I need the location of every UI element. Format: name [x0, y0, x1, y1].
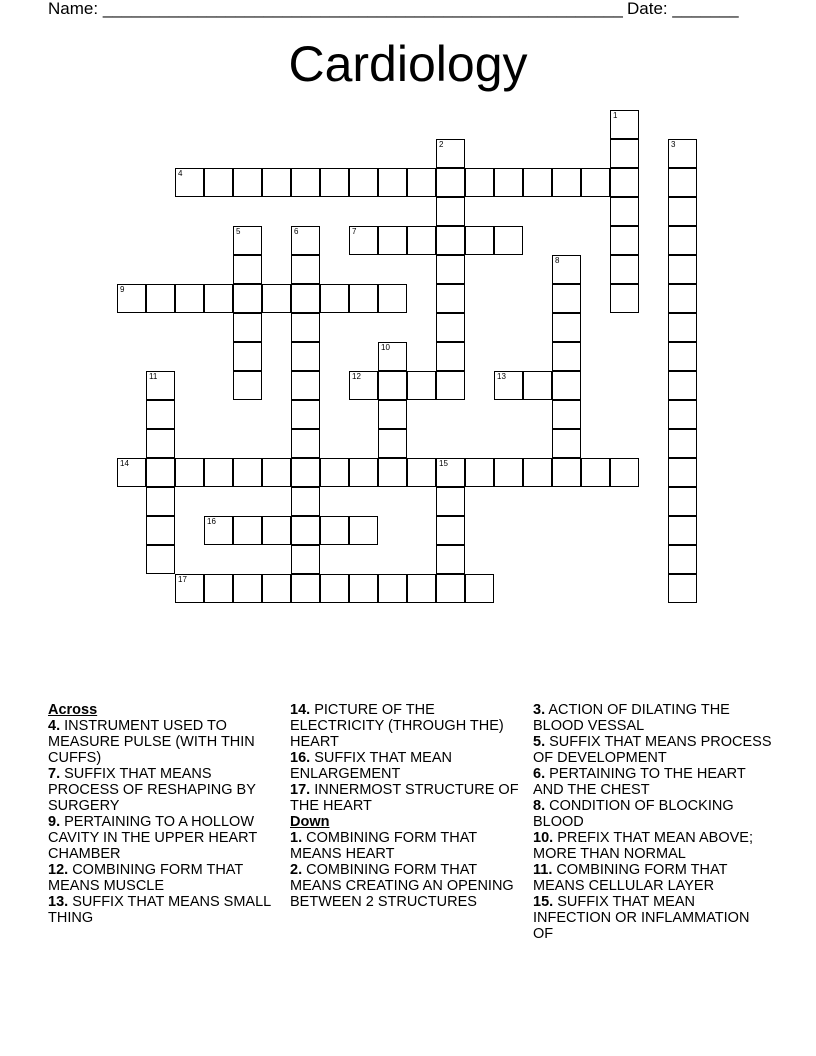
grid-cell[interactable]	[581, 168, 610, 197]
clue-number-label: 13	[497, 372, 506, 381]
clue-item	[533, 702, 773, 734]
grid-cell[interactable]	[552, 284, 581, 313]
grid-cell[interactable]	[291, 545, 320, 574]
clue-list-across-1	[48, 718, 286, 926]
grid-cell[interactable]	[610, 255, 639, 284]
grid-cell[interactable]	[610, 168, 639, 197]
grid-cell[interactable]	[436, 313, 465, 342]
clue-item	[533, 894, 773, 942]
clue-text: PREFIX THAT MEAN ABOVE; MORE THAN NORMAL	[533, 830, 753, 862]
grid-cell[interactable]	[291, 429, 320, 458]
clue-text: COMBINING FORM THAT MEANS CELLULAR LAYER	[533, 862, 728, 894]
clue-text: INSTRUMENT USED TO MEASURE PULSE (WITH THIN CUFFS)	[48, 718, 255, 766]
grid-cell[interactable]	[668, 255, 697, 284]
grid-cell[interactable]	[204, 168, 233, 197]
clue-text: COMBINING FORM THAT MEANS HEART	[290, 830, 477, 862]
grid-cell[interactable]	[668, 168, 697, 197]
grid-cell[interactable]	[494, 226, 523, 255]
grid-cell[interactable]	[146, 545, 175, 574]
grid-cell[interactable]	[262, 284, 291, 313]
grid-cell[interactable]	[465, 168, 494, 197]
clue-text: COMBINING FORM THAT MEANS MUSCLE	[48, 862, 243, 894]
clue-text: SUFFIX THAT MEANS SMALL THING	[48, 894, 271, 926]
clue-number: 8.	[533, 798, 546, 814]
grid-cell[interactable]	[610, 458, 639, 487]
clue-list-down-2	[533, 702, 773, 942]
grid-cell[interactable]	[552, 458, 581, 487]
clue-item	[533, 862, 773, 894]
grid-cell[interactable]	[233, 284, 262, 313]
clue-number: 7.	[48, 766, 61, 782]
grid-cell[interactable]	[407, 371, 436, 400]
clue-number: 11.	[533, 862, 553, 878]
grid-cell[interactable]	[668, 226, 697, 255]
grid-cell[interactable]	[117, 284, 146, 313]
grid-cell[interactable]	[668, 516, 697, 545]
grid-cell[interactable]	[436, 255, 465, 284]
grid-cell[interactable]	[378, 429, 407, 458]
grid-cell[interactable]	[436, 458, 465, 487]
clue-number: 3.	[533, 702, 546, 718]
grid-cell[interactable]	[610, 197, 639, 226]
grid-cell[interactable]	[436, 226, 465, 255]
clue-number-label: 16	[207, 517, 216, 526]
grid-cell[interactable]	[668, 139, 697, 168]
grid-cell[interactable]	[233, 342, 262, 371]
grid-cell[interactable]	[378, 458, 407, 487]
grid-cell[interactable]	[552, 255, 581, 284]
grid-cell[interactable]	[668, 429, 697, 458]
grid-cell[interactable]	[146, 429, 175, 458]
clue-list-across-2	[290, 702, 522, 814]
grid-cell[interactable]	[175, 284, 204, 313]
grid-cell[interactable]	[146, 371, 175, 400]
grid-cell[interactable]	[291, 574, 320, 603]
grid-cell[interactable]	[204, 458, 233, 487]
clue-text: PERTAINING TO A HOLLOW CAVITY IN THE UPPER HEART CHAMBER	[48, 814, 257, 862]
grid-cell[interactable]	[233, 458, 262, 487]
grid-cell[interactable]	[291, 313, 320, 342]
clue-number-label: 11	[149, 372, 158, 381]
grid-cell[interactable]	[552, 313, 581, 342]
grid-cell[interactable]	[378, 168, 407, 197]
name-blank[interactable]: _______________________________________________________	[102, 0, 623, 18]
clue-number-label: 3	[671, 140, 676, 149]
grid-cell[interactable]	[610, 226, 639, 255]
clue-number: 12.	[48, 862, 69, 878]
clue-item	[290, 862, 522, 910]
grid-cell[interactable]	[146, 516, 175, 545]
grid-cell[interactable]	[523, 458, 552, 487]
grid-cell[interactable]	[291, 168, 320, 197]
grid-cell[interactable]	[378, 284, 407, 313]
grid-cell[interactable]	[175, 168, 204, 197]
grid-cell[interactable]	[233, 371, 262, 400]
grid-cell[interactable]	[204, 574, 233, 603]
grid-cell[interactable]	[291, 371, 320, 400]
grid-cell[interactable]	[668, 342, 697, 371]
clue-text: CONDITION OF BLOCKING BLOOD	[533, 798, 734, 830]
grid-cell[interactable]	[233, 255, 262, 284]
grid-cell[interactable]	[407, 574, 436, 603]
grid-cell[interactable]	[552, 400, 581, 429]
grid-cell[interactable]	[378, 371, 407, 400]
grid-cell[interactable]	[146, 458, 175, 487]
clue-number: 15.	[533, 894, 554, 910]
clue-number-label: 8	[555, 256, 560, 265]
date-blank[interactable]: _______	[672, 0, 739, 18]
clue-text: SUFFIX THAT MEANS PROCESS OF DEVELOPMENT	[533, 734, 772, 766]
name-label: Name:	[48, 0, 99, 18]
grid-cell[interactable]	[291, 226, 320, 255]
clue-text: PICTURE OF THE ELECTRICITY (THROUGH THE) HEART	[290, 702, 504, 750]
grid-cell[interactable]	[610, 284, 639, 313]
clue-number: 6.	[533, 766, 546, 782]
grid-cell[interactable]	[320, 458, 349, 487]
clue-number-label: 10	[381, 343, 390, 352]
clue-number-label: 2	[439, 140, 444, 149]
grid-cell[interactable]	[465, 226, 494, 255]
grid-cell[interactable]	[494, 371, 523, 400]
grid-cell[interactable]	[146, 487, 175, 516]
grid-cell[interactable]	[233, 168, 262, 197]
grid-cell[interactable]	[436, 284, 465, 313]
grid-cell[interactable]	[436, 371, 465, 400]
clue-number-label: 7	[352, 227, 357, 236]
grid-cell[interactable]	[204, 284, 233, 313]
grid-cell[interactable]	[378, 400, 407, 429]
grid-cell[interactable]	[117, 458, 146, 487]
grid-cell[interactable]	[668, 197, 697, 226]
grid-cell[interactable]	[407, 226, 436, 255]
grid-cell[interactable]	[349, 168, 378, 197]
grid-cell[interactable]	[465, 574, 494, 603]
grid-cell[interactable]	[465, 458, 494, 487]
clue-item	[48, 814, 286, 862]
clue-item	[48, 894, 286, 926]
grid-cell[interactable]	[349, 458, 378, 487]
grid-cell[interactable]	[436, 487, 465, 516]
clue-item	[533, 734, 773, 766]
grid-cell[interactable]	[494, 168, 523, 197]
grid-cell[interactable]	[349, 226, 378, 255]
down-heading: Down	[290, 814, 330, 830]
grid-cell[interactable]	[407, 168, 436, 197]
clue-number-label: 5	[236, 227, 241, 236]
across-heading: Across	[48, 702, 98, 718]
clue-item	[290, 830, 522, 862]
clue-column-1	[48, 702, 286, 926]
grid-cell[interactable]	[175, 574, 204, 603]
clue-item	[48, 766, 286, 814]
grid-cell[interactable]	[378, 574, 407, 603]
clue-text: PERTAINING TO THE HEART AND THE CHEST	[533, 766, 746, 798]
clue-number-label: 6	[294, 227, 299, 236]
grid-cell[interactable]	[320, 168, 349, 197]
clue-number: 17.	[290, 782, 311, 798]
clue-number: 14.	[290, 702, 311, 718]
clue-text: ACTION OF DILATING THE BLOOD VESSAL	[533, 702, 730, 734]
grid-cell[interactable]	[291, 516, 320, 545]
grid-cell[interactable]	[291, 487, 320, 516]
clue-item	[533, 830, 773, 862]
grid-cell[interactable]	[494, 458, 523, 487]
clue-item	[290, 750, 522, 782]
clue-number-label: 15	[439, 459, 448, 468]
grid-cell[interactable]	[204, 516, 233, 545]
grid-cell[interactable]	[378, 226, 407, 255]
grid-cell[interactable]	[349, 371, 378, 400]
grid-cell[interactable]	[233, 313, 262, 342]
grid-cell[interactable]	[291, 458, 320, 487]
grid-cell[interactable]	[349, 516, 378, 545]
grid-cell[interactable]	[668, 574, 697, 603]
clue-text: SUFFIX THAT MEAN ENLARGEMENT	[290, 750, 452, 782]
grid-cell[interactable]	[436, 516, 465, 545]
grid-cell[interactable]	[668, 284, 697, 313]
date-label: Date:	[627, 0, 668, 18]
grid-cell[interactable]	[552, 168, 581, 197]
grid-cell[interactable]	[175, 458, 204, 487]
grid-cell[interactable]	[523, 168, 552, 197]
clue-list-down-1	[290, 830, 522, 910]
grid-cell[interactable]	[668, 458, 697, 487]
clue-text: SUFFIX THAT MEAN INFECTION OR INFLAMMATION OF	[533, 894, 750, 942]
grid-cell[interactable]	[552, 371, 581, 400]
grid-cell[interactable]	[552, 429, 581, 458]
clue-number-label: 9	[120, 285, 125, 294]
clue-column-3	[533, 702, 773, 942]
clue-text: COMBINING FORM THAT MEANS CREATING AN OPENING BETWEEN 2 STRUCTURES	[290, 862, 514, 910]
grid-cell[interactable]	[262, 458, 291, 487]
clue-text: SUFFIX THAT MEANS PROCESS OF RESHAPING BY SURGERY	[48, 766, 256, 814]
grid-cell[interactable]	[233, 226, 262, 255]
clue-number: 4.	[48, 718, 61, 734]
grid-cell[interactable]	[233, 516, 262, 545]
clue-number-label: 1	[613, 111, 618, 120]
grid-cell[interactable]	[233, 574, 262, 603]
grid-cell[interactable]	[146, 400, 175, 429]
clue-item	[48, 718, 286, 766]
grid-cell[interactable]	[349, 284, 378, 313]
clue-text: INNERMOST STRUCTURE OF THE HEART	[290, 782, 519, 814]
grid-cell[interactable]	[407, 458, 436, 487]
clue-number: 10.	[533, 830, 554, 846]
grid-cell[interactable]	[668, 371, 697, 400]
grid-cell[interactable]	[349, 574, 378, 603]
clue-number-label: 17	[178, 575, 187, 584]
clue-item	[48, 862, 286, 894]
grid-cell[interactable]	[320, 516, 349, 545]
grid-cell[interactable]	[668, 487, 697, 516]
grid-cell[interactable]	[262, 168, 291, 197]
clue-item	[533, 798, 773, 830]
grid-cell[interactable]	[610, 139, 639, 168]
clue-number: 1.	[290, 830, 303, 846]
grid-cell[interactable]	[668, 545, 697, 574]
grid-cell[interactable]	[291, 255, 320, 284]
grid-cell[interactable]	[436, 574, 465, 603]
grid-cell[interactable]	[436, 545, 465, 574]
grid-cell[interactable]	[146, 284, 175, 313]
clue-number: 16.	[290, 750, 311, 766]
grid-cell[interactable]	[291, 284, 320, 313]
grid-cell[interactable]	[668, 400, 697, 429]
grid-cell[interactable]	[436, 139, 465, 168]
clue-number-label: 12	[352, 372, 361, 381]
grid-cell[interactable]	[523, 371, 552, 400]
grid-cell[interactable]	[262, 516, 291, 545]
clue-number: 13.	[48, 894, 69, 910]
clue-item	[533, 766, 773, 798]
clue-column-2	[290, 702, 522, 910]
clue-number: 5.	[533, 734, 546, 750]
grid-cell[interactable]	[436, 168, 465, 197]
clue-number: 9.	[48, 814, 61, 830]
grid-cell[interactable]	[291, 400, 320, 429]
grid-cell[interactable]	[610, 110, 639, 139]
grid-cell[interactable]	[320, 574, 349, 603]
grid-cell[interactable]	[378, 342, 407, 371]
clue-item	[290, 782, 522, 814]
grid-cell[interactable]	[552, 342, 581, 371]
grid-cell[interactable]	[320, 284, 349, 313]
clue-item	[290, 702, 522, 750]
grid-cell[interactable]	[262, 574, 291, 603]
page-title: Cardiology	[288, 36, 528, 92]
clue-number-label: 4	[178, 169, 183, 178]
grid-cell[interactable]	[436, 197, 465, 226]
grid-cell[interactable]	[436, 342, 465, 371]
grid-cell[interactable]	[291, 342, 320, 371]
grid-cell[interactable]	[581, 458, 610, 487]
clue-number-label: 14	[120, 459, 129, 468]
clue-number: 2.	[290, 862, 303, 878]
grid-cell[interactable]	[668, 313, 697, 342]
